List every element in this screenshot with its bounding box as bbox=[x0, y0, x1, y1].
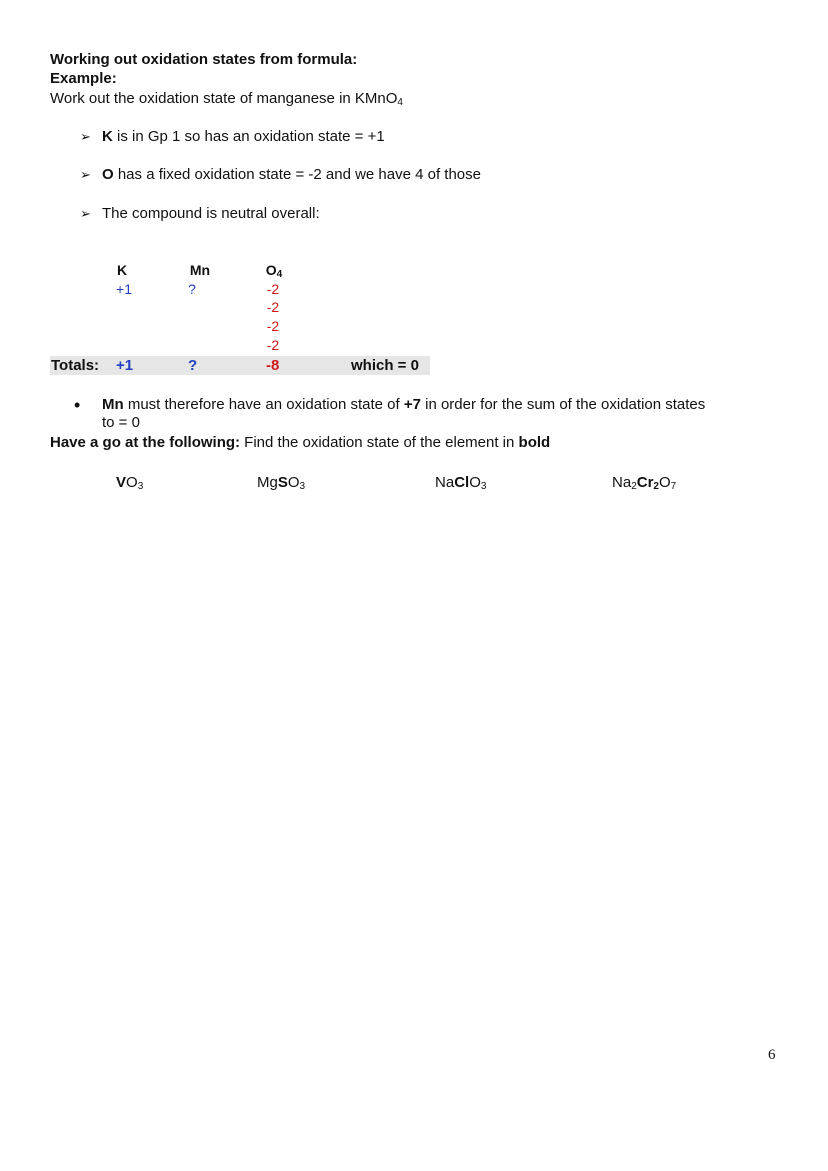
task-instruction: Have a go at the following: Find the oxidation state of the element in bold bbox=[50, 434, 551, 451]
bullet-dot-icon: • bbox=[74, 395, 81, 415]
col-mn-value: ? bbox=[188, 281, 196, 297]
step-1: K is in Gp 1 so has an oxidation state = +1 bbox=[102, 128, 385, 145]
compound-na2cr2o7: $Na_2Cr_2O_7$ bbox=[612, 474, 677, 492]
step-2: O has a fixed oxidation state = -2 and we have 4 of those bbox=[102, 166, 481, 183]
page-heading: Working out oxidation states from formula: bbox=[50, 51, 358, 68]
intro-text: Work out the oxidation state of manganese in KMnO$_4$ bbox=[50, 90, 403, 108]
totals-which: which = 0 bbox=[351, 357, 419, 374]
page-number: 6 bbox=[768, 1047, 776, 1063]
compound-mgso3: MgSO$_3$ bbox=[257, 474, 306, 492]
col-o-value-1: -2 bbox=[266, 281, 280, 297]
col-o-value-2: -2 bbox=[266, 299, 280, 315]
col-mn-header: Mn bbox=[189, 262, 211, 278]
totals-o: -8 bbox=[266, 357, 280, 374]
col-o-value-4: -2 bbox=[266, 337, 280, 353]
compound-naclo3: NaClO$_3$ bbox=[435, 474, 487, 492]
arrow-bullet-icon: ➢ bbox=[80, 167, 91, 182]
conclusion-line-2: to = 0 bbox=[102, 414, 140, 431]
totals-mn: ? bbox=[188, 357, 198, 374]
col-o-header: $O_4$ bbox=[265, 262, 283, 280]
compound-vo3: $VO_3$ bbox=[116, 474, 144, 492]
totals-label: Totals: bbox=[51, 357, 100, 374]
conclusion-line-1: Mn must therefore have an oxidation state of +7 in order for the sum of the oxidation states bbox=[102, 396, 706, 413]
arrow-bullet-icon: ➢ bbox=[80, 206, 91, 221]
col-k-value: +1 bbox=[116, 281, 132, 297]
totals-k: +1 bbox=[116, 357, 134, 374]
step-3: The compound is neutral overall: bbox=[102, 205, 320, 222]
arrow-bullet-icon: ➢ bbox=[80, 129, 91, 144]
example-label: Example: bbox=[50, 70, 117, 87]
col-o-value-3: -2 bbox=[266, 318, 280, 334]
col-k-header: K bbox=[116, 262, 128, 278]
